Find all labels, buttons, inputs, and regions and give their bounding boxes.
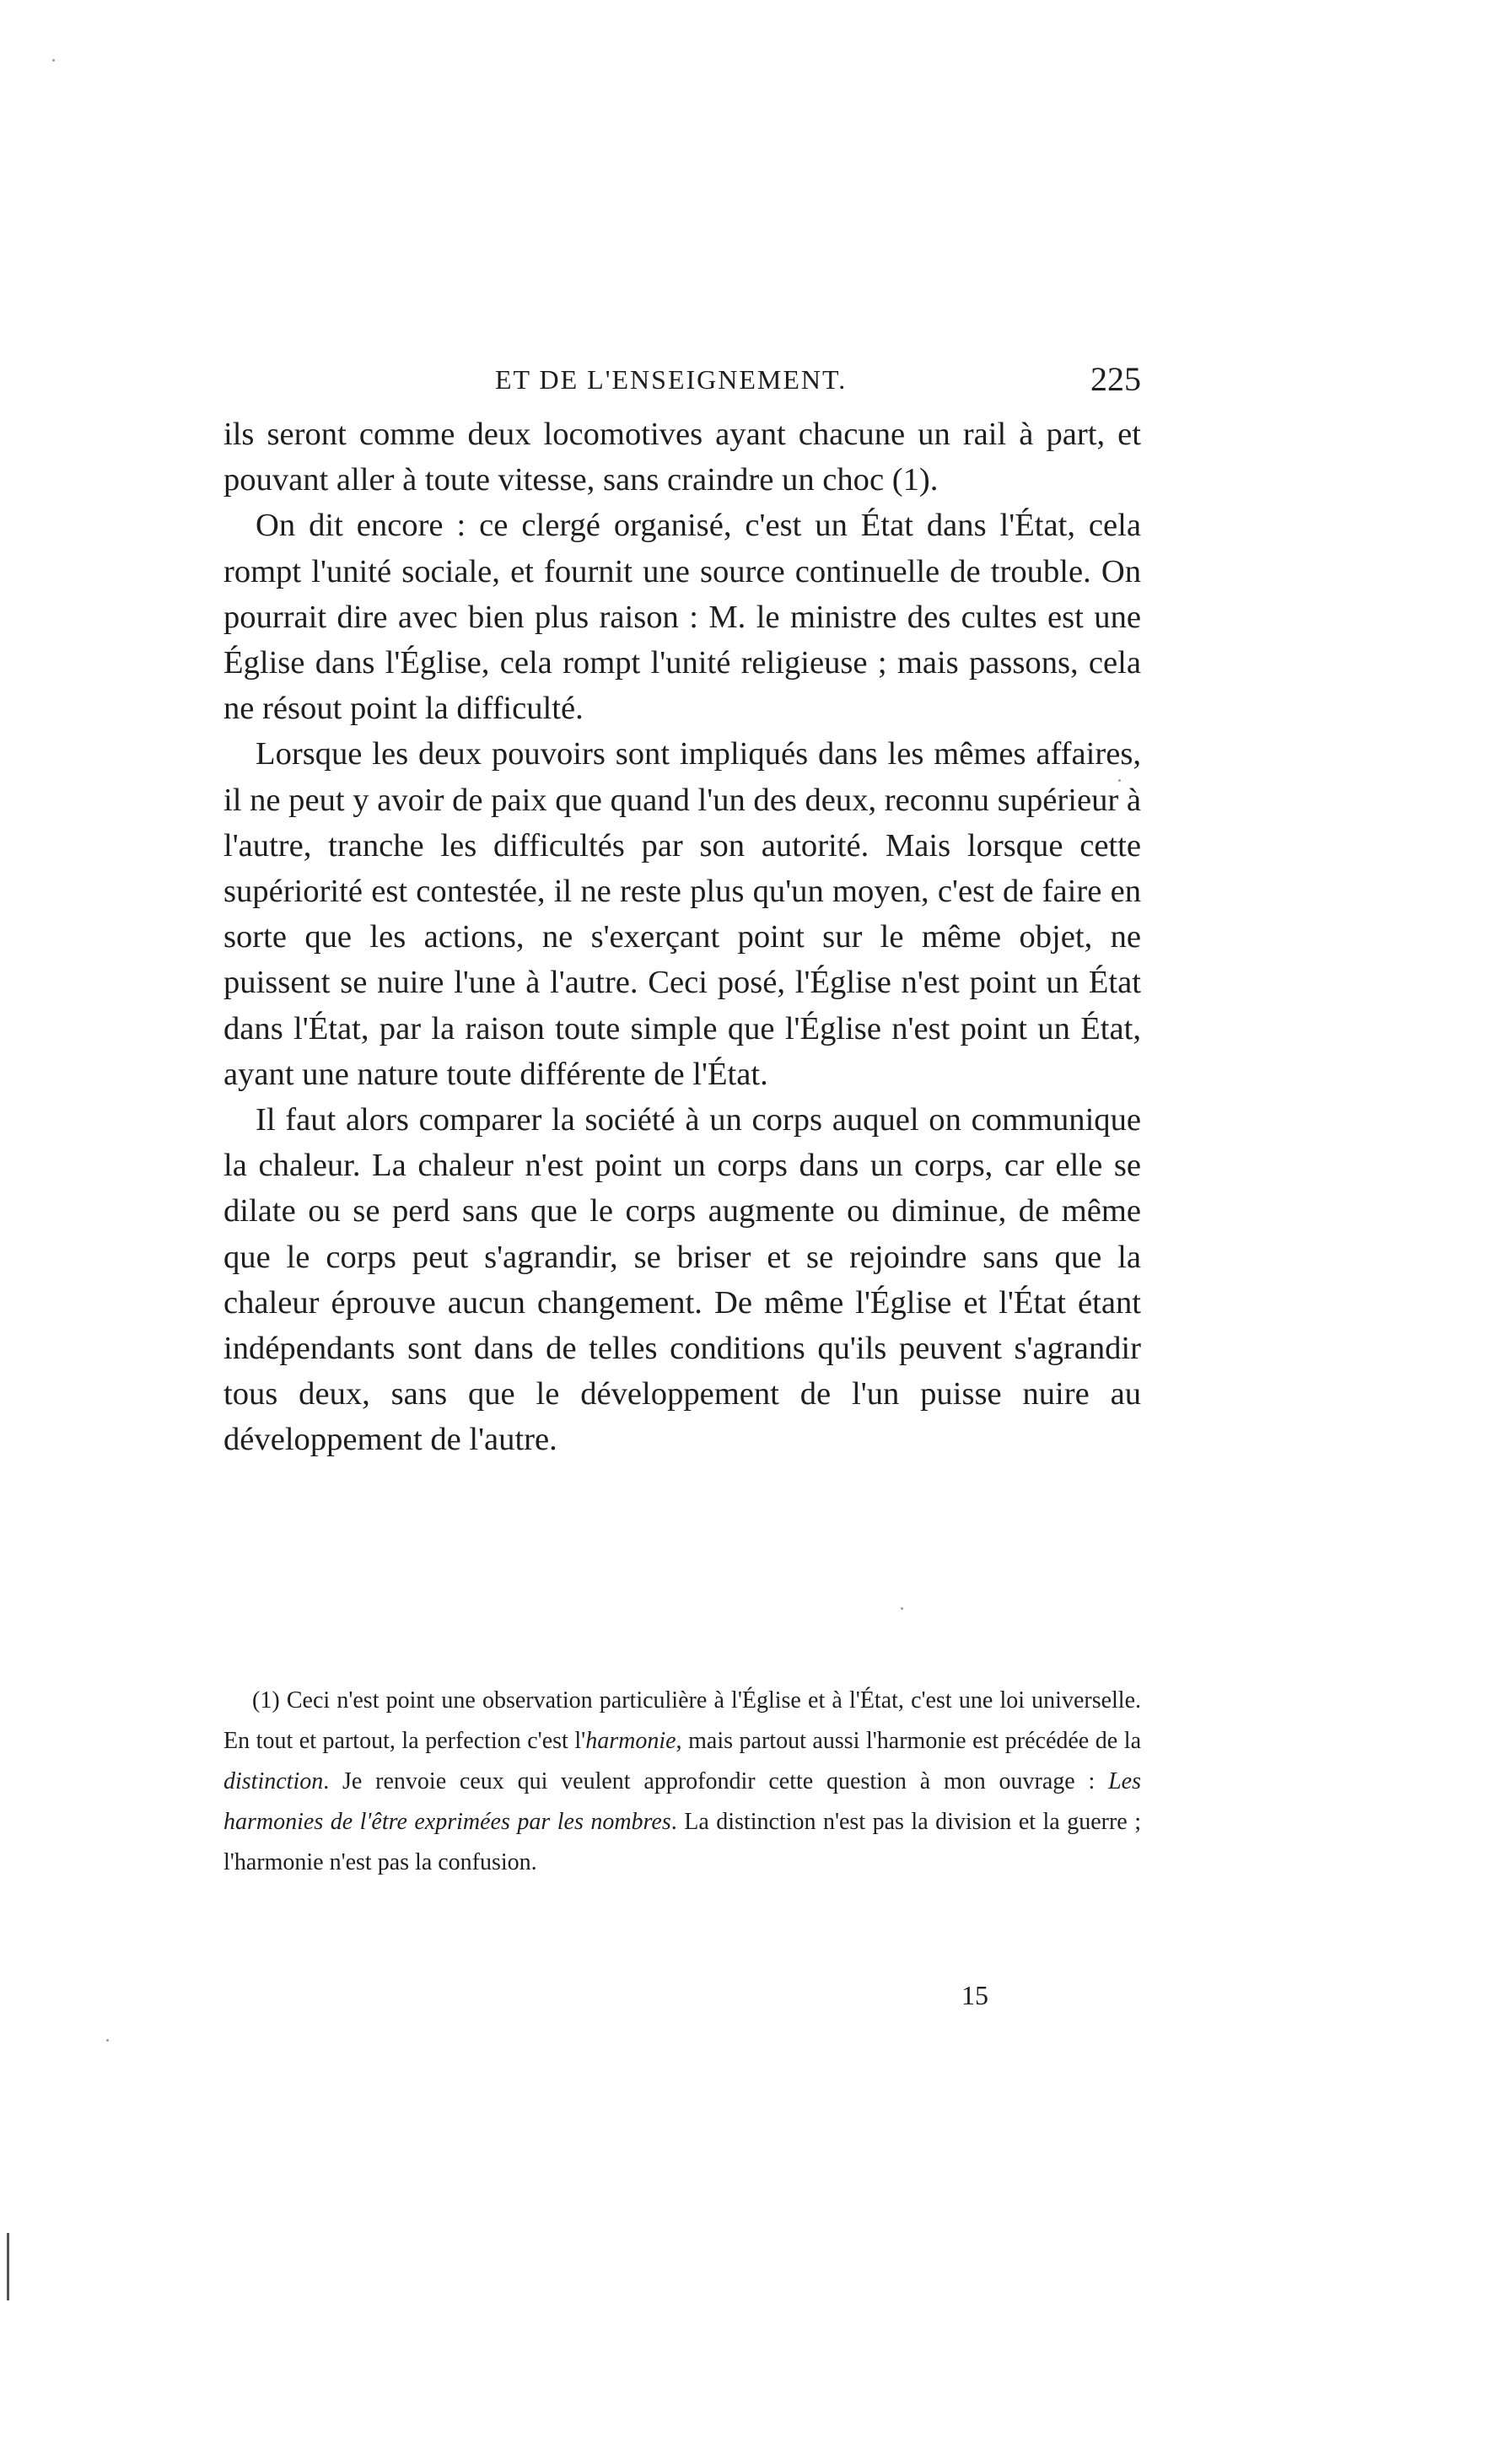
scan-speck: [52, 59, 55, 62]
footnote-text-3: . Je renvoie ceux qui veulent approfondir cette question à mon ouvrage :: [323, 1768, 1109, 1794]
body-text: [223, 412, 1141, 1463]
paragraph-deux-pouvoirs: Lorsque les deux pouvoirs sont impliqués dans les mêmes affaires, il ne peut y avoir de paix que quand l'un des deux, reconnu supérieur à l'autre, tranche les difficultés par son autorité. Mais lorsque cette supériorité est contestée, il ne reste plus qu'un moyen, c'est de faire en sorte que les actions, ne s'exerçant point sur le même objet, ne puissent se nuire l'une à l'autre. Ceci posé, l'Église n'est point un État dans l'État, par la raison toute simple que l'Église n'est point un État, ayant une nature toute différente de l'État.: [223, 736, 1141, 1092]
paragraph-etat-dans-etat: On dit encore : ce clergé organisé, c'est un État dans l'État, cela rompt l'unité sociale, et fournit une source continuelle de trouble. On pourrait dire avec bien plus raison : M. le ministre des cultes est une Église dans l'Église, cela rompt l'unité religieuse ; mais passons, cela ne résout point la difficulté.: [223, 508, 1141, 727]
footnote-book-title: Les harmonies de l'être exprimées par les nombres: [223, 1768, 1141, 1835]
page-header: [223, 361, 1141, 398]
footnote-marker: (1): [252, 1687, 280, 1714]
footnote: [223, 1681, 1141, 1883]
paragraph-chaleur: Il faut alors comparer la société à un corps auquel on communique la chaleur. La chaleur n'est point un corps dans un corps, car elle se dilate ou se perd sans que le corps augmente ou diminue, de même que le corps peut s'agrandir, se briser et se rejoindre sans que la chaleur éprouve aucun changement. De même l'Église et l'État étant indépendants sont dans de telles conditions qu'ils peuvent s'agrandir tous deux, sans que le développement de l'un puisse nuire au développement de l'autre.: [223, 1102, 1141, 1458]
footnote-text-1: Ceci n'est point une observation particulière à l'Église et à l'État, c'est une loi universelle. En tout et partout, la perfection c'est l': [223, 1687, 1142, 1754]
running-head: ET DE L'ENSEIGNEMENT.: [495, 364, 848, 395]
paragraph-continuation: ils seront comme deux locomotives ayant chacune un rail à part, et pouvant aller à toute vitesse, sans craindre un choc (1).: [223, 417, 1141, 498]
footnote-text-2: , mais partout aussi l'harmonie est précédée de la: [676, 1728, 1141, 1754]
footnote-text-4: . La distinction n'est pas la division et la guerre ; l'harmonie n'est pas la confusion.: [223, 1809, 1141, 1875]
page-number: 225: [1090, 360, 1141, 398]
signature-mark: 15: [961, 1980, 988, 2010]
footnote-emphasis-distinction: distinction: [223, 1768, 324, 1794]
scan-speck: [901, 1607, 903, 1610]
footnote-paragraph: [223, 1681, 1141, 1883]
scan-speck: [1118, 779, 1121, 782]
scan-edge-mark: [7, 2233, 9, 2300]
scan-speck: [106, 2039, 109, 2042]
footnote-emphasis-harmonie: harmonie: [585, 1728, 676, 1754]
